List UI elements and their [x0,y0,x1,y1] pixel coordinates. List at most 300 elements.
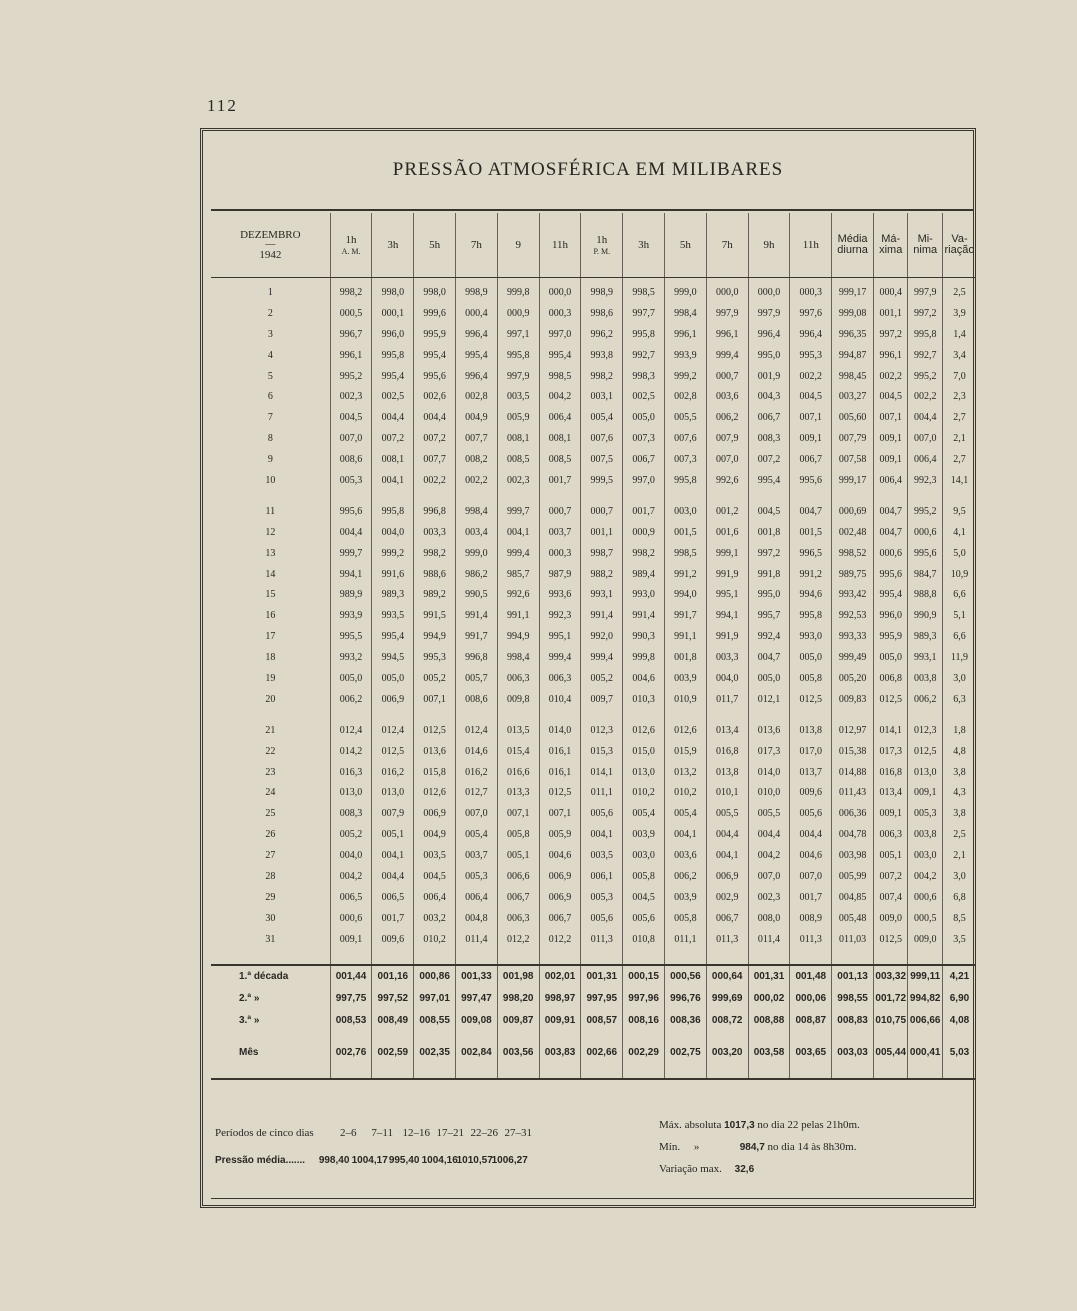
value-cell: 003,4 [456,522,498,543]
value-cell: 002,9 [706,887,748,908]
value-cell: 996,1 [330,345,372,366]
value-cell: 004,6 [623,668,665,689]
value-cell: 997,0 [623,470,665,491]
value-cell: 001,7 [539,470,581,491]
header-col-label: Má- xima [879,233,903,256]
value-cell: 007,0 [908,428,942,449]
value-cell: 006,7 [539,908,581,929]
value-cell: 2,3 [942,386,976,407]
table-row [211,647,976,668]
row-label: 25 [265,808,276,820]
value-cell: 017,0 [790,741,832,762]
table-row [211,803,976,824]
value-cell: 006,9 [372,689,414,710]
value-cell: 016,6 [497,762,539,783]
value-cell: 990,5 [456,584,498,605]
value-cell: 007,1 [790,407,832,428]
spacer-cell [456,1064,498,1079]
value-cell: 000,1 [372,303,414,324]
value-cell: 002,66 [581,1042,623,1064]
value-cell: 002,2 [873,366,907,387]
value-cell: 012,4 [330,720,372,741]
abs-min-value: 984,7 [739,1142,765,1153]
value-cell: 995,2 [908,501,942,522]
value-cell: 002,01 [539,965,581,988]
value-cell: 015,8 [414,762,456,783]
row-label: 3.ª » [239,1015,260,1027]
value-cell: 007,0 [330,428,372,449]
value-cell: 997,52 [372,988,414,1010]
spacer-cell [665,1032,707,1042]
value-cell: 1,4 [942,324,976,345]
value-cell: 002,2 [456,470,498,491]
value-cell: 005,9 [539,824,581,845]
value-cell: 007,58 [832,449,874,470]
value-cell: 000,3 [539,303,581,324]
header-month-cell [211,213,330,278]
value-cell: 002,8 [456,386,498,407]
value-cell: 999,0 [665,278,707,303]
value-cell: 013,4 [873,782,907,803]
value-cell: 005,48 [832,908,874,929]
value-cell: 996,5 [790,543,832,564]
spacer-cell [211,1064,330,1079]
value-cell: 013,6 [414,741,456,762]
value-cell: 992,6 [706,470,748,491]
table-row [211,762,976,783]
spacer-cell [790,950,832,965]
value-cell: 001,6 [706,522,748,543]
spacer-cell [539,1032,581,1042]
value-cell: 991,1 [497,605,539,626]
value-cell: 995,3 [414,647,456,668]
value-cell: 014,88 [832,762,874,783]
value-cell: 000,69 [832,501,874,522]
period-item: 12–16 [402,1127,430,1139]
header-col [414,213,456,278]
bottom-divider [211,1198,973,1199]
value-cell: 006,9 [539,887,581,908]
spacer-cell [908,950,942,965]
value-cell: 999,17 [832,470,874,491]
value-cell: 997,9 [748,303,790,324]
value-cell: 004,4 [372,866,414,887]
value-cell: 010,2 [623,782,665,803]
value-cell: 008,36 [665,1010,707,1032]
table-row [211,720,976,741]
spacer-cell [581,710,623,720]
value-cell: 006,9 [706,866,748,887]
value-cell: 005,9 [497,407,539,428]
value-cell: 004,5 [790,386,832,407]
value-cell: 007,0 [456,803,498,824]
row-label: 17 [265,631,276,643]
abs-max-label: Máx. absoluta [659,1119,722,1131]
value-cell: 007,6 [581,428,623,449]
value-cell: 011,1 [581,782,623,803]
row-label: 15 [265,589,276,601]
value-cell: 011,3 [706,929,748,950]
value-cell: 012,1 [748,689,790,710]
value-cell: 013,7 [790,762,832,783]
value-cell: 002,2 [908,386,942,407]
value-cell: 001,5 [790,522,832,543]
value-cell: 005,4 [665,803,707,824]
table-row [211,522,976,543]
row-label: 28 [265,870,276,882]
table-row [211,626,976,647]
value-cell: 015,4 [497,741,539,762]
value-cell: 005,1 [497,845,539,866]
value-cell: 001,31 [748,965,790,988]
spacer-cell [832,491,874,501]
row-label: 5 [267,370,273,382]
value-cell: 001,98 [497,965,539,988]
mean-pressure-value: 995,40 [388,1155,420,1166]
header-col-label: 7h [721,239,733,251]
value-cell: 001,8 [748,522,790,543]
spacer-cell [942,1032,976,1042]
table-frame [200,128,976,1208]
value-cell: 997,47 [456,988,498,1010]
value-cell: 008,9 [790,908,832,929]
spacer-cell [706,1032,748,1042]
mean-pressure-values [317,1155,527,1166]
value-cell: 999,8 [497,278,539,303]
header-col-label: 5h [679,239,691,251]
value-cell: 999,17 [832,278,874,303]
value-cell: 5,1 [942,605,976,626]
value-cell: 998,55 [832,988,874,1010]
value-cell: 012,5 [873,929,907,950]
spacer-cell [790,710,832,720]
value-cell: 3,0 [942,668,976,689]
value-cell: 995,4 [748,470,790,491]
spacer-cell [414,1064,456,1079]
value-cell: 006,4 [414,887,456,908]
title-divider [211,209,973,211]
value-cell: 999,0 [456,543,498,564]
header-col [330,213,372,278]
value-cell: 6,6 [942,626,976,647]
row-label: 24 [265,787,276,799]
value-cell: 003,3 [706,647,748,668]
value-cell: 004,4 [330,522,372,543]
spacer-cell [942,950,976,965]
row-label: 27 [265,850,276,862]
value-cell: 995,9 [414,324,456,345]
row-label: 14 [265,568,276,580]
header-col-label: 1h [596,234,608,246]
header-col [790,213,832,278]
spacer-cell [414,950,456,965]
header-month: DEZEMBRO [240,229,301,241]
spacer-cell [497,950,539,965]
value-cell: 005,3 [581,887,623,908]
table-row [211,543,976,564]
row-label: 1.ª década [239,971,289,983]
value-cell: 000,0 [748,278,790,303]
value-cell: 007,1 [497,803,539,824]
mean-pressure-value: 998,40 [318,1155,350,1166]
value-cell: 000,15 [623,965,665,988]
value-cell: 8,5 [942,908,976,929]
value-cell: 991,9 [706,564,748,585]
value-cell: 003,3 [414,522,456,543]
value-cell: 002,35 [414,1042,456,1064]
value-cell: 992,6 [497,584,539,605]
value-cell: 6,3 [942,689,976,710]
value-cell: 000,6 [908,522,942,543]
value-cell: 016,3 [330,762,372,783]
value-cell: 004,1 [706,845,748,866]
value-cell: 006,7 [497,887,539,908]
value-cell: 005,44 [873,1042,907,1064]
spacer-cell [456,710,498,720]
spacer-cell [942,1064,976,1079]
spacer-cell [581,1064,623,1079]
value-cell: 001,13 [832,965,874,988]
value-cell: 017,3 [873,741,907,762]
value-cell: 006,7 [748,407,790,428]
row-label: 29 [265,891,276,903]
spacer-cell [873,1064,907,1079]
value-cell: 997,1 [497,324,539,345]
value-cell: 013,5 [497,720,539,741]
value-cell: 997,95 [581,988,623,1010]
spacer-cell [873,491,907,501]
value-cell: 006,4 [456,887,498,908]
value-cell: 002,8 [665,386,707,407]
value-cell: 995,8 [497,345,539,366]
value-cell: 991,2 [665,564,707,585]
value-cell: 008,1 [497,428,539,449]
value-cell: 995,0 [748,345,790,366]
value-cell: 997,2 [908,303,942,324]
value-cell: 000,4 [456,303,498,324]
value-cell: 995,6 [908,543,942,564]
value-cell: 003,58 [748,1042,790,1064]
table-row [211,278,976,303]
value-cell: 993,2 [330,647,372,668]
header-col [623,213,665,278]
spacer-row [211,1032,976,1042]
spacer-cell [581,950,623,965]
value-cell: 998,97 [539,988,581,1010]
value-cell: 994,87 [832,345,874,366]
value-cell: 017,3 [748,741,790,762]
value-cell: 007,2 [372,428,414,449]
value-cell: 999,69 [706,988,748,1010]
max-variation-row [659,1163,754,1175]
table-row [211,741,976,762]
value-cell: 004,2 [539,386,581,407]
value-cell: 3,0 [942,866,976,887]
value-cell: 995,8 [790,605,832,626]
value-cell: 003,5 [581,845,623,866]
value-cell: 009,08 [456,1010,498,1032]
value-cell: 009,0 [873,908,907,929]
value-cell: 000,5 [330,303,372,324]
value-cell: 006,9 [539,866,581,887]
value-cell: 995,6 [330,501,372,522]
value-cell: 002,75 [665,1042,707,1064]
value-cell: 3,9 [942,303,976,324]
value-cell: 2,1 [942,845,976,866]
row-label: 2 [267,307,273,319]
value-cell: 6,6 [942,584,976,605]
value-cell: 998,9 [581,278,623,303]
value-cell: 006,7 [706,908,748,929]
value-cell: 6,90 [942,988,976,1010]
value-cell: 999,4 [581,647,623,668]
spacer-cell [706,491,748,501]
value-cell: 003,32 [873,965,907,988]
spacer-row [211,1064,976,1079]
value-cell: 999,4 [497,543,539,564]
value-cell: 001,1 [581,522,623,543]
value-cell: 012,5 [539,782,581,803]
value-cell: 996,4 [456,324,498,345]
value-cell: 007,3 [623,428,665,449]
spacer-cell [790,491,832,501]
value-cell: 991,4 [456,605,498,626]
value-cell: 010,2 [665,782,707,803]
value-cell: 000,3 [539,543,581,564]
value-cell: 012,6 [414,782,456,803]
value-cell: 4,21 [942,965,976,988]
table-row [211,988,976,1010]
value-cell: 003,7 [456,845,498,866]
value-cell: 996,2 [581,324,623,345]
value-cell: 991,9 [706,626,748,647]
value-cell: 007,2 [748,449,790,470]
spacer-cell [539,710,581,720]
value-cell: 11,9 [942,647,976,668]
value-cell: 997,2 [873,324,907,345]
value-cell: 006,7 [623,449,665,470]
spacer-cell [456,950,498,965]
spacer-cell [942,491,976,501]
value-cell: 015,9 [665,741,707,762]
row-label: 2.ª » [239,993,260,1005]
value-cell: 014,6 [456,741,498,762]
value-cell: 011,4 [748,929,790,950]
spacer-cell [790,1064,832,1079]
row-label: 4 [267,349,273,361]
value-cell: 000,0 [539,278,581,303]
period-item: 17–21 [436,1127,464,1139]
value-cell: 002,2 [414,470,456,491]
value-cell: 006,3 [539,668,581,689]
value-cell: 006,3 [873,824,907,845]
value-cell: 009,1 [873,428,907,449]
value-cell: 012,2 [497,929,539,950]
value-cell: 016,8 [873,762,907,783]
row-label: 8 [267,433,273,445]
value-cell: 996,0 [873,605,907,626]
value-cell: 991,5 [414,605,456,626]
value-cell: 005,5 [706,803,748,824]
period-item: 22–26 [470,1127,498,1139]
value-cell: 6,8 [942,887,976,908]
table-row [211,386,976,407]
spacer-cell [908,491,942,501]
row-label: Mês [239,1047,259,1059]
periods-list [331,1127,535,1139]
mean-pressure-value: 1004,17 [351,1155,388,1166]
value-cell: 991,4 [581,605,623,626]
value-cell: 002,48 [832,522,874,543]
value-cell: 008,72 [706,1010,748,1032]
value-cell: 995,5 [330,626,372,647]
value-cell: 009,1 [873,449,907,470]
table-row [211,1042,976,1064]
value-cell: 998,3 [623,366,665,387]
value-cell: 996,1 [706,324,748,345]
header-col-label: 3h [387,239,399,251]
mean-pressure-value: 1010,57 [456,1155,493,1166]
value-cell: 005,0 [330,668,372,689]
value-cell: 001,5 [665,522,707,543]
value-cell: 2,5 [942,278,976,303]
value-cell: 005,6 [790,803,832,824]
value-cell: 008,0 [748,908,790,929]
value-cell: 007,0 [706,449,748,470]
value-cell: 000,56 [665,965,707,988]
table-row [211,782,976,803]
value-cell: 012,4 [456,720,498,741]
value-cell: 998,6 [581,303,623,324]
spacer-cell [330,1064,372,1079]
header-col-label: 5h [429,239,441,251]
value-cell: 993,0 [790,626,832,647]
value-cell: 993,6 [539,584,581,605]
value-cell: 998,7 [581,543,623,564]
table-row [211,866,976,887]
spacer-cell [873,1032,907,1042]
value-cell: 013,0 [330,782,372,803]
value-cell: 999,5 [581,470,623,491]
value-cell: 992,53 [832,605,874,626]
spacer-cell [456,1032,498,1042]
value-cell: 008,83 [832,1010,874,1032]
value-cell: 005,6 [581,803,623,824]
page-title: PRESSÃO ATMOSFÉRICA EM MILIBARES [392,159,784,180]
value-cell: 994,1 [706,605,748,626]
value-cell: 994,0 [665,584,707,605]
value-cell: 006,8 [873,668,907,689]
value-cell: 997,75 [330,988,372,1010]
header-col-label: 1h [345,234,357,246]
value-cell: 005,4 [456,824,498,845]
value-cell: 012,2 [539,929,581,950]
value-cell: 995,8 [372,501,414,522]
table-row [211,845,976,866]
value-cell: 004,4 [706,824,748,845]
value-cell: 004,0 [372,522,414,543]
value-cell: 012,7 [456,782,498,803]
header-col-label: 9h [763,239,775,251]
value-cell: 012,5 [908,741,942,762]
header-col [873,213,907,278]
spacer-cell [665,1064,707,1079]
value-cell: 006,36 [832,803,874,824]
value-cell: 993,0 [623,584,665,605]
value-cell: 007,2 [414,428,456,449]
spacer-cell [372,710,414,720]
value-cell: 008,2 [456,449,498,470]
